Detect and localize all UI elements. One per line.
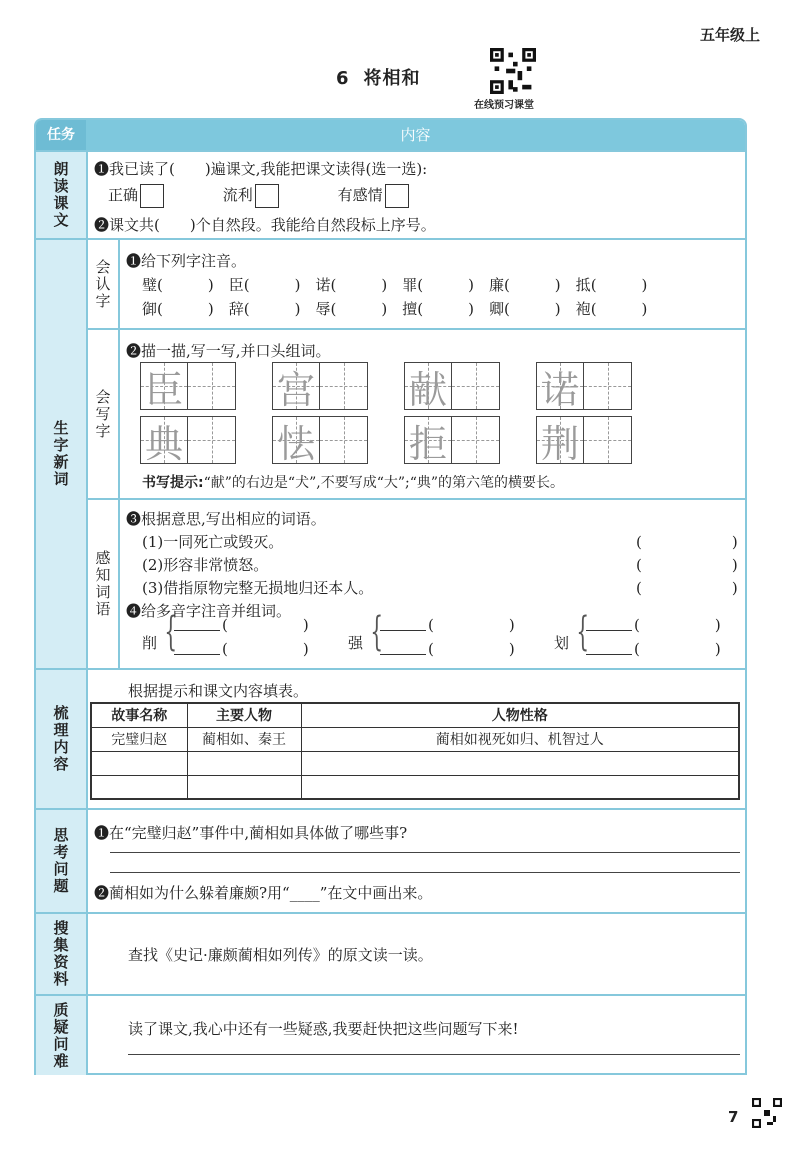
qr-code-icon[interactable] <box>752 1098 782 1128</box>
page-number: 7 <box>728 1108 739 1126</box>
col-header: 主要人物 <box>187 703 301 727</box>
char-item: 璧 <box>142 276 158 294</box>
char-grid-cell[interactable]: 诺 <box>536 362 584 410</box>
brace-icon: { <box>164 609 178 655</box>
word-clue-3: (3)借指原物完整无损地归还本人。 <box>142 579 374 597</box>
char-grid-cell[interactable] <box>452 416 500 464</box>
table-row[interactable] <box>91 775 739 799</box>
option-fluent-label: 流利 <box>222 186 253 204</box>
section-title-doubt: 质疑问难 <box>36 994 86 1075</box>
char-item: 廉 <box>488 276 504 294</box>
option-fluent-box[interactable] <box>255 184 279 208</box>
char-grid-cell[interactable] <box>188 362 236 410</box>
sort-instruction: 根据提示和课文内容填表。 <box>128 682 309 700</box>
subsection-title-recognize: 会认字 <box>86 238 118 328</box>
polyphone-char: 划 <box>554 634 570 652</box>
answer-paren[interactable]: ( ) <box>222 616 309 634</box>
char-grid-group <box>536 416 632 464</box>
section-doubt <box>86 994 745 1075</box>
char-item: 罪 <box>402 276 418 294</box>
word-clue-1: (1)一同死亡或毁灭。 <box>142 533 284 551</box>
char-grid-cell[interactable] <box>584 362 632 410</box>
char-grid-cell[interactable]: 拒 <box>404 416 452 464</box>
word-answer-2[interactable]: ( ) <box>636 556 738 574</box>
header-content: 内容 <box>400 126 431 144</box>
answer-paren[interactable]: ( ) <box>222 640 309 658</box>
brace-icon: { <box>370 609 384 655</box>
words-question: ❸根据意思,写出相应的词语。 <box>126 510 326 528</box>
char-grid-group <box>404 416 500 464</box>
write-question: ❷描一描,写一写,并口头组词。 <box>126 342 331 360</box>
recognize-row-1: 璧( ) 臣( ) 诺( ) 罪( ) 廉( ) 抵( ) <box>142 276 648 294</box>
answer-line[interactable] <box>380 654 426 655</box>
section-title-think: 思考问题 <box>36 808 86 912</box>
char-grid-cell[interactable] <box>452 362 500 410</box>
char-grid-cell[interactable]: 怯 <box>272 416 320 464</box>
char-item: 辱 <box>315 300 331 318</box>
section-title-collect: 搜集资料 <box>36 912 86 994</box>
writing-tip-label: 书写提示: <box>142 475 204 491</box>
char-grid-cell[interactable]: 宫 <box>272 362 320 410</box>
option-emotion-box[interactable] <box>385 184 409 208</box>
char-grid-group <box>536 362 632 410</box>
worksheet-table <box>34 118 747 1075</box>
table-row[interactable] <box>91 751 739 775</box>
char-grid-group <box>272 416 368 464</box>
table-row <box>91 727 739 751</box>
reading-q2: ❷课文共( )个自然段。我能给自然段标上序号。 <box>94 216 436 234</box>
char-item: 臣 <box>228 276 244 294</box>
subsection-recognize <box>118 238 745 328</box>
table-header-row <box>91 703 739 727</box>
section-title-reading: 朗读课文 <box>36 150 86 238</box>
table-cell: 蔺相如视死如归、机智过人 <box>301 727 739 751</box>
polyphone-char: 削 <box>142 634 158 652</box>
option-correct-box[interactable] <box>140 184 164 208</box>
answer-line[interactable] <box>110 852 740 853</box>
answer-line[interactable] <box>174 654 220 655</box>
char-grid-group <box>140 416 236 464</box>
recognize-question: ❶给下列字注音。 <box>126 252 247 270</box>
brace-icon: { <box>576 609 590 655</box>
qr-code-icon[interactable] <box>488 48 538 94</box>
char-grid-cell[interactable] <box>320 416 368 464</box>
subsection-title-write: 会写字 <box>86 328 118 498</box>
table-cell: 完璧归赵 <box>91 727 187 751</box>
col-header: 故事名称 <box>91 703 187 727</box>
col-header: 人物性格 <box>301 703 739 727</box>
answer-line[interactable] <box>110 872 740 873</box>
word-clue-2: (2)形容非常愤怒。 <box>142 556 269 574</box>
char-grid-cell[interactable]: 献 <box>404 362 452 410</box>
char-grid-cell[interactable] <box>188 416 236 464</box>
char-grid-cell[interactable]: 臣 <box>140 362 188 410</box>
char-item: 辞 <box>228 300 244 318</box>
char-item: 抵 <box>575 276 591 294</box>
reading-q1: ❶我已读了( )遍课文,我能把课文读得(选一选): <box>94 160 428 178</box>
reading-options <box>108 184 409 208</box>
char-item: 擅 <box>402 300 418 318</box>
char-item: 袍 <box>575 300 591 318</box>
writing-tip-text: “献”的右边是“犬”,不要写成“大”;“典”的第六笔的横要长。 <box>203 475 565 491</box>
answer-paren[interactable]: ( ) <box>634 616 721 634</box>
char-grid-cell[interactable]: 荆 <box>536 416 584 464</box>
lesson-number: 6 <box>336 68 350 89</box>
qr-caption: 在线预习课堂 <box>474 100 534 111</box>
char-item: 御 <box>142 300 158 318</box>
word-answer-3[interactable]: ( ) <box>636 579 738 597</box>
subsection-title-words: 感知词语 <box>86 498 118 668</box>
polyphone-char: 强 <box>348 634 364 652</box>
char-grid-cell[interactable] <box>320 362 368 410</box>
answer-paren[interactable]: ( ) <box>428 616 515 634</box>
think-q1: ❶在“完璧归赵”事件中,蔺相如具体做了哪些事? <box>94 824 408 842</box>
option-correct-label: 正确 <box>108 186 139 204</box>
doubt-text: 读了课文,我心中还有一些疑惑,我要赶快把这些问题写下来! <box>128 1020 519 1038</box>
answer-line[interactable] <box>586 630 632 631</box>
recognize-row-2: 御( ) 辞( ) 辱( ) 擅( ) 卿( ) 袍( ) <box>142 300 648 318</box>
section-collect <box>86 912 745 994</box>
char-grid-group <box>404 362 500 410</box>
word-answer-1[interactable]: ( ) <box>636 533 738 551</box>
lesson-title <box>336 64 421 90</box>
subsection-write <box>118 328 745 498</box>
grade-label: 五年级上 <box>699 26 760 44</box>
section-title-sort: 梳理内容 <box>36 668 86 808</box>
answer-paren[interactable]: ( ) <box>634 640 721 658</box>
header-task: 任务 <box>36 120 86 150</box>
answer-line[interactable] <box>380 630 426 631</box>
char-item: 诺 <box>315 276 331 294</box>
subsection-words <box>118 498 745 668</box>
section-reading <box>86 150 745 238</box>
lesson-name: 将相和 <box>363 68 421 89</box>
answer-paren[interactable]: ( ) <box>428 640 515 658</box>
collect-text: 查找《史记·廉颇蔺相如列传》的原文读一读。 <box>128 946 433 964</box>
char-grid-group <box>272 362 368 410</box>
table-cell: 蔺相如、秦王 <box>187 727 301 751</box>
char-grid-cell[interactable]: 典 <box>140 416 188 464</box>
answer-line[interactable] <box>586 654 632 655</box>
answer-line[interactable] <box>174 630 220 631</box>
polyphone-question: ❹给多音字注音并组词。 <box>126 602 292 620</box>
story-table <box>90 702 740 800</box>
char-grid-cell[interactable] <box>584 416 632 464</box>
table-header <box>36 120 745 150</box>
answer-line[interactable] <box>128 1054 740 1055</box>
char-grid-group <box>140 362 236 410</box>
char-item: 卿 <box>488 300 504 318</box>
think-q2: ❷蔺相如为什么躲着廉颇?用“____”在文中画出来。 <box>94 884 433 902</box>
writing-tip <box>142 472 564 492</box>
section-think <box>86 808 745 912</box>
section-title-new-chars: 生字新词 <box>36 238 86 668</box>
option-emotion-label: 有感情 <box>337 186 383 204</box>
